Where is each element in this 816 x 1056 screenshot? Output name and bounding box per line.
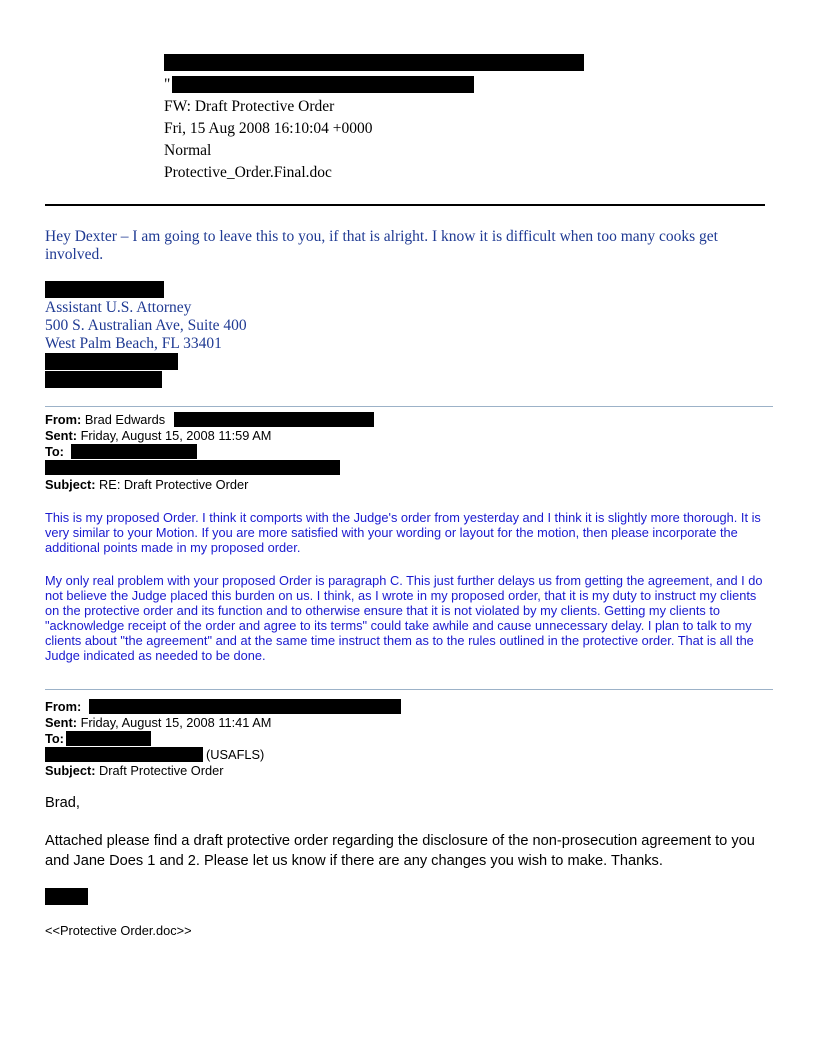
message3-to-label: To: <box>45 731 64 746</box>
redaction-signature-phone <box>45 353 178 370</box>
redaction-message2-to <box>71 444 197 459</box>
header-attachments-value: Protective_Order.Final.doc <box>164 164 332 181</box>
message3-body: Attached please find a draft protective order regarding the disclosure of the non-prosecution agreement to you and Jane Does 1 and 2. Please let us know if there are any changes you wish to make. Thanks. <box>45 833 755 869</box>
redaction-message2-from-email <box>174 412 374 427</box>
message3-greeting: Brad, <box>45 795 80 811</box>
redaction-message3-signature <box>45 888 88 905</box>
message3-to-row <box>45 731 64 746</box>
header-subject-value: FW: Draft Protective Order <box>164 98 335 115</box>
header-divider <box>45 204 765 206</box>
message3-sent-row <box>45 715 271 730</box>
message2-subject-row <box>45 477 248 492</box>
message2-sent-row <box>45 428 271 443</box>
message2-from-label: From: <box>45 412 82 427</box>
redaction-message2-to-line2 <box>45 460 340 475</box>
signature-address-line2: West Palm Beach, FL 33401 <box>45 335 222 352</box>
message2-subject-label: Subject: <box>45 477 96 492</box>
redaction-to <box>172 76 474 93</box>
redaction-message3-from <box>89 699 401 714</box>
message3-from-label: From: <box>45 699 82 714</box>
message2-from-name: Brad Edwards <box>84 412 166 427</box>
message2-from-row <box>45 412 165 427</box>
message3-cc-suffix: (USAFLS) <box>206 747 265 762</box>
signature-title: Assistant U.S. Attorney <box>45 299 192 316</box>
message3-attachment: <<Protective Order.doc>> <box>45 923 192 938</box>
message3-from-row <box>45 699 81 714</box>
message2-paragraph-2: My only real problem with your proposed Order is paragraph C. This just further delays us from getting the agreement, and I do not believe the Judge placed this burden on us. I think, as I wrote in my proposed order, that it is my duty to instruct my clients on the protective order and its function and to otherwise ensure that it is not violated by my clients. Getting my clients to "acknowledge receipt of the order and agree to its terms" could take awhile and cause unnecessary delay. I plan to talk to my clients about "the agreement" and at the same time instruct them as to the rules outlined in the protective order. That is all the Judge indicated as needed to be done. <box>45 573 763 663</box>
message3-sent-value: Friday, August 15, 2008 11:41 AM <box>80 715 272 730</box>
redaction-signature-name <box>45 281 164 298</box>
redaction-from <box>164 54 584 71</box>
header-importance-value: Normal <box>164 142 212 159</box>
message2-sent-label: Sent: <box>45 428 77 443</box>
message3-subject-value: Draft Protective Order <box>99 763 224 778</box>
redaction-message3-cc <box>45 747 203 762</box>
header-date-value: Fri, 15 Aug 2008 16:10:04 +0000 <box>164 120 373 137</box>
message2-subject-value: RE: Draft Protective Order <box>99 477 249 492</box>
message3-subject-row <box>45 763 224 778</box>
reply-body: Hey Dexter – I am going to leave this to you, if that is alright. I know it is difficult when too many cooks get involved. <box>45 228 718 263</box>
message3-sent-label: Sent: <box>45 715 77 730</box>
redaction-signature-fax <box>45 371 162 388</box>
message2-to-label: To: <box>45 444 64 459</box>
message3-divider <box>45 689 773 690</box>
signature-address-line1: 500 S. Australian Ave, Suite 400 <box>45 317 247 334</box>
redaction-message3-to <box>66 731 151 746</box>
message2-sent-value: Friday, August 15, 2008 11:59 AM <box>80 428 272 443</box>
message3-subject-label: Subject: <box>45 763 96 778</box>
message2-to-row <box>45 444 64 459</box>
message2-divider <box>45 406 773 407</box>
message2-paragraph-1: This is my proposed Order. I think it comports with the Judge's order from yesterday and I think it is slightly more thorough. It is very similar to your Motion. If you are more satisfied with your wording or layout for the motion, then please incorporate the additional points made in my proposed order. <box>45 510 761 555</box>
header-to-quote: " <box>164 76 171 93</box>
